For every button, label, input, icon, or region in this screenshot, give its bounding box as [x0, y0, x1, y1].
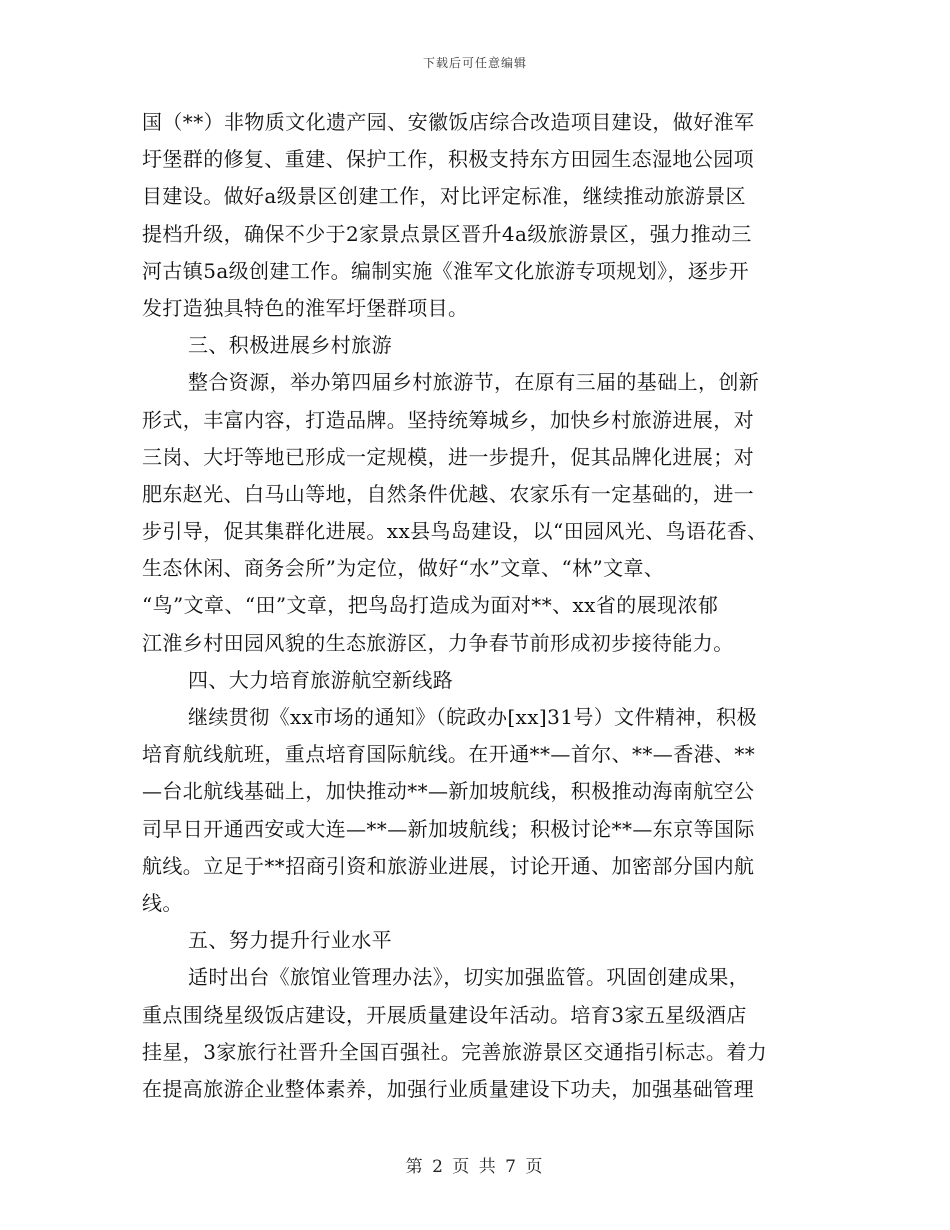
text-line: 国（**）非物质文化遗产园、安徽饭店综合改造项目建设，做好淮军 [142, 110, 755, 134]
text-line: 五、努力提升行业水平 [188, 928, 392, 953]
text-line: 司早日开通西安或大连—**—新加坡航线；积极讨论**—东京等国际 [142, 816, 755, 841]
text-line: 培育航线航班，重点培育国际航线。在开通**—首尔、**—香港、** [142, 742, 756, 767]
text-line: 肥东赵光、白马山等地，自然条件优越、农家乐有一定基础的，进一 [142, 481, 754, 506]
text-line: 航线。立足于**招商引资和旅游业进展，讨论开通、加密部分国内航 [142, 853, 755, 878]
text-line: 在提高旅游企业整体素养，加强行业质量建设下功夫，加强基础管理 [142, 1076, 754, 1101]
page-header: 下载后可任意编辑 [422, 56, 527, 70]
text-line: —台北航线基础上，加快推动**—新加坡航线，积极推动海南航空公 [142, 779, 755, 804]
text-line: 挂星，3家旅行社晋升全国百强社。完善旅游景区交通指引标志。着力 [142, 1039, 768, 1064]
text-line: 生态休闲、商务会所”为定位，做好“水”文章、“林”文章、 [142, 556, 665, 581]
text-line: 圩堡群的修复、重建、保护工作，积极支持东方田园生态湿地公园项 [142, 147, 754, 172]
text-line: 整合资源，举办第四届乡村旅游节，在原有三届的基础上，创新 [188, 370, 760, 395]
text-line: 形式，丰富内容，打造品牌。坚持统筹城乡，加快乡村旅游进展，对 [142, 407, 754, 432]
text-line: 提档升级，确保不少于2家景点景区晋升4a级旅游景区，强力推动三 [142, 221, 752, 246]
text-line: “鸟”文章、“田”文章，把鸟岛打造成为面对**、xx省的展现浓郁 [142, 593, 719, 618]
text-line: 四、大力培育旅游航空新线路 [188, 667, 454, 692]
text-line: 继续贯彻《xx市场的通知》（皖政办[xx]31号）文件精神，积极 [188, 705, 757, 729]
text-line: 发打造独具特色的淮军圩堡群项目。 [142, 295, 469, 320]
text-line: 步引导，促其集群化进展。xx县鸟岛建设，以“田园风光、鸟语花香、 [142, 519, 768, 544]
text-line: 目建设。做好a级景区创建工作，对比评定标准，继续推动旅游景区 [142, 184, 746, 209]
document-body [142, 104, 807, 1108]
text-line: 线。 [142, 890, 183, 915]
text-line: 河古镇5a级创建工作。编制实施《淮军文化旅游专项规划》，逐步开 [142, 258, 750, 283]
text-line: 重点围绕星级饭店建设，开展质量建设年活动。培育3家五星级酒店 [142, 1002, 747, 1027]
text-line: 江淮乡村田园风貌的生态旅游区，力争春节前形成初步接待能力。 [142, 630, 734, 655]
text-line: 三、积极进展乡村旅游 [188, 333, 392, 358]
page-footer: 第 2 页 共 7 页 [405, 1157, 545, 1177]
text-line: 三岗、大圩等地已形成一定规模，进一步提升，促其品牌化进展；对 [142, 444, 754, 469]
text-line: 适时出台《旅馆业管理办法》，切实加强监管。巩固创建成果， [188, 965, 750, 990]
